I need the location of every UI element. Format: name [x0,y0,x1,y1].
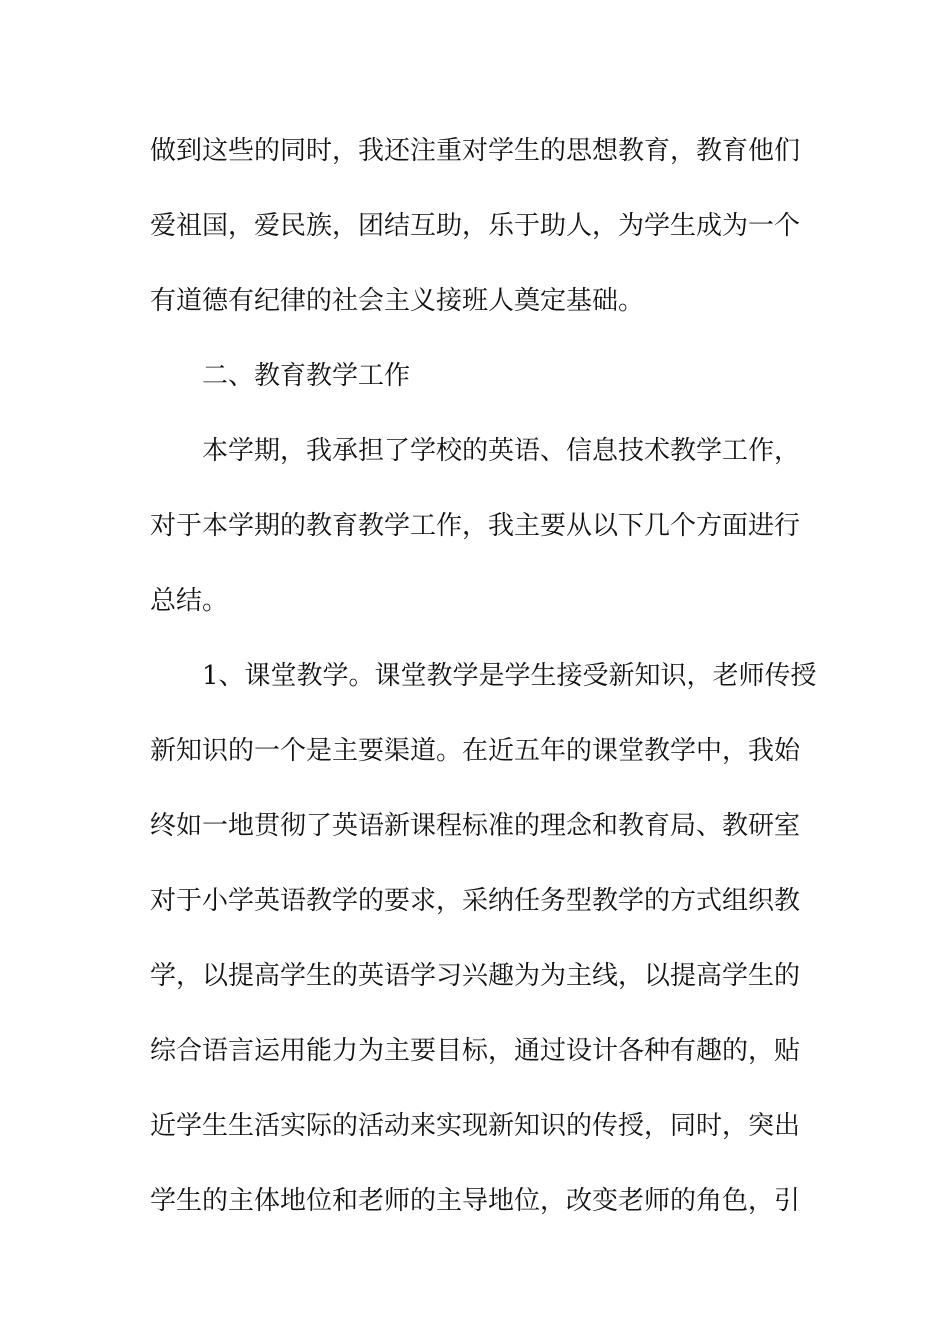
text-line: 爱祖国，爱民族，团结互助，乐于助人，为学生成为一个 [150,211,801,241]
text-line: 本学期，我承担了学校的英语、信息技术教学工作， [202,436,801,466]
text-line: 总结。 [150,586,229,616]
text-line: 新知识的一个是主要渠道。在近五年的课堂教学中，我始 [150,736,801,766]
section-heading: 二、教育教学工作 [202,361,411,391]
text-line: 学，以提高学生的英语学习兴趣为为主线，以提高学生的 [150,961,801,991]
text-line: 有道德有纪律的社会主义接班人奠定基础。 [150,286,645,316]
text-line: 学生的主体地位和老师的主导地位，改变老师的角色，引 [150,1186,801,1216]
text-line: 对于本学期的教育教学工作，我主要从以下几个方面进行 [150,511,801,541]
text-line: 对于小学英语教学的要求，采纳任务型教学的方式组织教 [150,886,801,916]
text-line: 近学生生活实际的活动来实现新知识的传授，同时，突出 [150,1111,801,1141]
text-line: 1、课堂教学。课堂教学是学生接受新知识，老师传授 [202,661,817,691]
text-line: 终如一地贯彻了英语新课程标准的理念和教育局、教研室 [150,811,801,841]
text-line: 做到这些的同时，我还注重对学生的思想教育，教育他们 [150,136,801,166]
text-line: 综合语言运用能力为主要目标，通过设计各种有趣的，贴 [150,1036,801,1066]
